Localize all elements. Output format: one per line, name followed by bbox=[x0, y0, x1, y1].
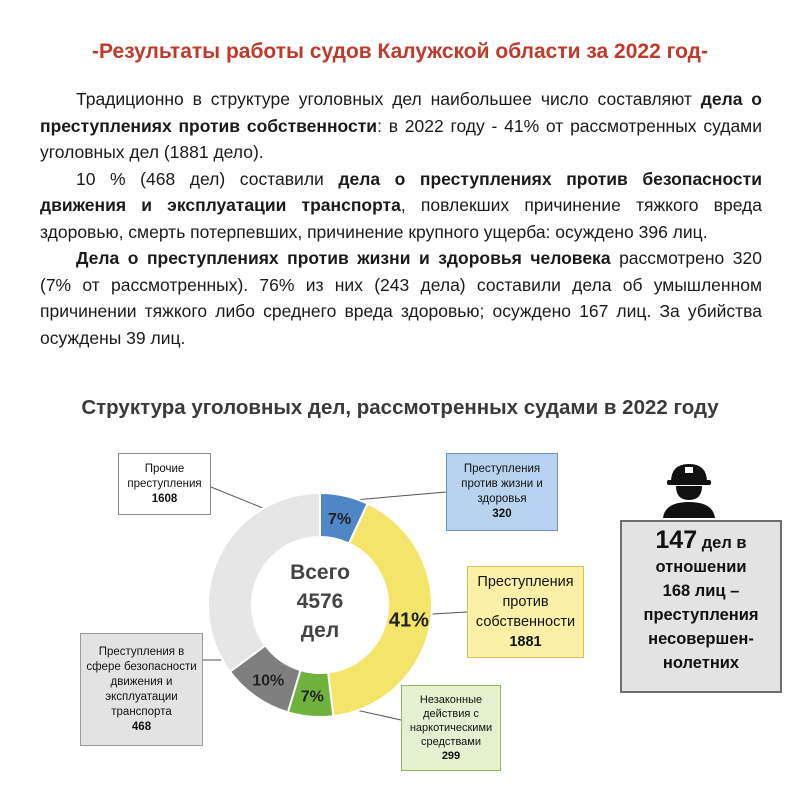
p2-text-bold: дела о преступлениях против безопасности движения и эксплуатации транспорта bbox=[40, 168, 762, 215]
juvenile-line5: несовершен- bbox=[648, 630, 754, 648]
juvenile-line6: нолетних bbox=[662, 654, 740, 672]
callout-transport-label: Преступления в сфере безопасности движения и эксплуатации транспорта bbox=[86, 645, 197, 718]
p2-text-c: , повлекших причинение тяжкого вреда здоровью, смерть потерпевших, причинение крупного ущерба: осуждено 396 лиц. bbox=[40, 195, 762, 242]
callout-drugs bbox=[401, 685, 501, 771]
callout-drugs-value: 299 bbox=[441, 750, 461, 762]
center-label-line3: дел bbox=[300, 619, 340, 642]
callout-property-value: 1881 bbox=[509, 634, 542, 650]
juvenile-line4: преступления bbox=[643, 606, 759, 624]
slice-pct-label-drugs: 7% bbox=[300, 688, 324, 706]
slice-pct-label-transport: 10% bbox=[252, 672, 285, 690]
callout-other-crimes bbox=[118, 453, 211, 515]
page-title: -Результаты работы судов Калужской области за 2022 год- bbox=[92, 40, 708, 63]
slice-pct-label-life: 7% bbox=[328, 511, 352, 529]
callout-property bbox=[467, 566, 584, 658]
p3-text-bold: Дела о преступлениях против жизни и здоровья человека bbox=[76, 248, 611, 268]
callout-life-health bbox=[446, 453, 558, 531]
p1-text-c: : в 2022 году - 41% от рассмотренных судами уголовных дел (1881 дело). bbox=[40, 115, 762, 162]
leader-life bbox=[354, 492, 446, 500]
person-icon bbox=[659, 460, 719, 518]
juvenile-line1 bbox=[622, 528, 780, 555]
p1-text-a: Традиционно в структуре уголовных дел наибольшее число составляют bbox=[76, 89, 701, 109]
p3-text-c: рассмотрено 320 (7% от рассмотренных). 76% из них (243 дела) составили дела об умышленном причинении тяжкого либо среднего вреда здоровью; осуждено 167 лиц. За убийства осуждены 39 лиц. bbox=[40, 248, 762, 348]
callout-drugs-label: Незаконные действия с наркотическими средствами bbox=[409, 694, 493, 748]
callout-other-label: Прочие преступления bbox=[127, 462, 202, 490]
center-label-line1: Всего bbox=[290, 561, 350, 584]
callout-transport-value: 468 bbox=[131, 720, 152, 733]
juvenile-cases-box bbox=[620, 520, 782, 693]
juvenile-line2: отношении bbox=[655, 558, 747, 576]
juvenile-count: 147 bbox=[655, 526, 698, 554]
callout-property-label: Преступления против собственности bbox=[475, 574, 576, 630]
p2-text-a: 10 % (468 дел) составили bbox=[76, 168, 339, 189]
p1-text-bold: дела о преступлениях против собственности bbox=[40, 89, 762, 136]
callout-life-label: Преступления против жизни и здоровья bbox=[461, 463, 543, 505]
callout-transport bbox=[80, 633, 203, 746]
callout-other-value: 1608 bbox=[151, 492, 178, 505]
callout-life-value: 320 bbox=[492, 508, 512, 520]
center-label-total: 4576 bbox=[296, 590, 344, 613]
juvenile-count-suffix: дел в bbox=[697, 534, 747, 552]
juvenile-line3: 168 лиц – bbox=[662, 582, 740, 600]
slice-pct-label-property: 41% bbox=[388, 609, 429, 632]
chart-title: Структура уголовных дел, рассмотренных судами в 2022 году bbox=[81, 396, 719, 419]
